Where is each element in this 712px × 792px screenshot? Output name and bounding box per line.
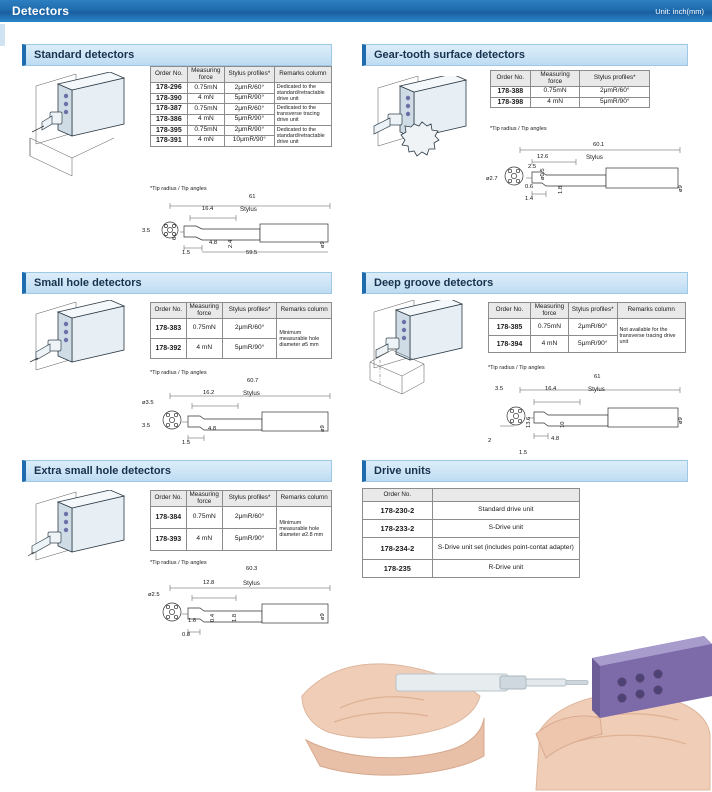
section-header-deepgroove: Deep groove detectors <box>362 272 688 294</box>
table-row: 178-393 4 mN 5μmR/90° <box>151 529 332 551</box>
dim-extrasmall-60-3: 60.3 <box>246 566 258 572</box>
dim-gear-d2-7: ø2.7 <box>486 176 498 182</box>
smallhole-stylus-label: Stylus <box>243 390 260 397</box>
dim-smallhole-16-2: 16.2 <box>203 390 215 396</box>
table-row: 178-390 4 mN 5μmR/90° <box>151 93 332 104</box>
gear-detector-illustration <box>368 76 498 186</box>
th-measuring-force: Measuring force <box>530 71 580 87</box>
dim-standard-6: 6 <box>172 236 178 240</box>
th-drive-desc <box>432 489 579 502</box>
extrasmall-tip-note: *Tip radius / Tip angles <box>150 560 207 566</box>
section-header-standard: Standard detectors <box>22 44 332 66</box>
gear-detector-table <box>490 70 650 108</box>
dim-standard-1-5: 1.5 <box>182 250 191 256</box>
th-order-no: Order No. <box>489 303 531 319</box>
smallhole-tip-note: *Tip radius / Tip angles <box>150 370 207 376</box>
section-header-smallhole: Small hole detectors <box>22 272 332 294</box>
table-row: 178-398 4 mN 5μmR/90° <box>491 97 650 107</box>
dim-standard-2-4: 2.4 <box>228 239 234 248</box>
drive-units-table <box>362 488 580 578</box>
th-stylus-profiles: Stylus profiles* <box>580 71 650 87</box>
th-measuring-force: Measuring force <box>186 491 222 507</box>
dim-deepgroove-1-5: 1.5 <box>519 450 528 456</box>
dim-smallhole-1-5: 1.5 <box>182 440 191 446</box>
gear-stylus-label: Stylus <box>586 154 603 161</box>
table-row: 178-392 4 mN 5μmR/90° <box>151 339 332 359</box>
standard-tip-note: *Tip radius / Tip angles <box>150 186 207 192</box>
dim-standard-4-8: 4.8 <box>209 240 218 246</box>
dim-smallhole-4-8: 4.8 <box>208 426 217 432</box>
dim-deepgroove-61: 61 <box>594 374 601 380</box>
dim-gear-d0-5: ø0.5 <box>540 168 546 180</box>
dim-smallhole-d9: ø9 <box>320 425 326 432</box>
table-row: 178-395 0.75mN 2μmR/90° Dedicated to the standard/retractable drive unit <box>151 125 332 136</box>
dim-gear-d9: ø9 <box>678 185 684 192</box>
section-header-drive: Drive units <box>362 460 688 482</box>
dim-extrasmall-d2-5: ø2.5 <box>148 592 160 598</box>
th-order-no: Order No. <box>151 491 187 507</box>
dim-smallhole-3-5: 3.5 <box>142 423 151 429</box>
deepgroove-stylus-label: Stylus <box>588 386 605 393</box>
deepgroove-detector-table <box>488 302 686 353</box>
extrasmall-detector-illustration <box>28 490 148 590</box>
dim-gear-12-6: 12.6 <box>537 154 549 160</box>
th-stylus-profiles: Stylus profiles* <box>222 491 277 507</box>
deepgroove-tip-note: *Tip radius / Tip angles <box>488 365 545 371</box>
smallhole-detector-illustration <box>28 300 148 400</box>
dim-gear-1-4: 1.4 <box>525 196 534 202</box>
extrasmall-stylus-label: Stylus <box>243 580 260 587</box>
deepgroove-detector-illustration <box>368 300 488 400</box>
standard-detector-table <box>150 66 332 147</box>
table-row: 178-384 0.75mN 2μmR/60° Minimum measurable hole diameter ø2.8 mm <box>151 507 332 529</box>
th-measuring-force: Measuring force <box>530 303 568 319</box>
standard-stylus-label: Stylus <box>240 206 257 213</box>
gear-tip-note: *Tip radius / Tip angles <box>490 126 547 132</box>
table-row: 178-388 0.75mN 2μmR/60° <box>491 87 650 97</box>
dim-extrasmall-0-4: 0.4 <box>210 613 216 622</box>
dim-smallhole-d3-5: ø3.5 <box>142 400 154 406</box>
dim-deepgroove-13-6: 13.6 <box>526 416 532 428</box>
dim-deepgroove-10: 10 <box>560 421 566 428</box>
dim-deepgroove-3-5: 3.5 <box>495 386 504 392</box>
th-remarks: Remarks column <box>274 67 331 83</box>
dim-extrasmall-1-8: 1.8 <box>232 613 238 622</box>
smallhole-detector-table <box>150 302 332 359</box>
extrasmall-detector-table <box>150 490 332 551</box>
th-order-no: Order No. <box>151 303 187 319</box>
table-row: 178-387 0.75mN 2μmR/60° Dedicated to the transverse tracing drive unit <box>151 104 332 115</box>
gear-stylus-drawing <box>480 136 695 202</box>
dim-deepgroove-d9: ø9 <box>678 417 684 424</box>
smallhole-stylus-drawing <box>140 382 340 444</box>
th-measuring-force: Measuring force <box>186 303 222 319</box>
table-row: 178-386 4 mN 5μmR/90° <box>151 114 332 125</box>
table-row: 178-385 0.75mN 2μmR/60° Not available for the transverse tracing drive unit <box>489 319 686 336</box>
dim-smallhole-60-7: 60.7 <box>247 378 259 384</box>
dim-extrasmall-1-6: 1.6 <box>188 618 197 624</box>
dim-standard-61: 61 <box>249 194 256 200</box>
dim-gear-60-1: 60.1 <box>593 142 605 148</box>
table-row: 178-234-2 S-Drive unit set (includes point-contat adapter) <box>363 538 580 560</box>
dim-standard-d9: ø9 <box>320 241 326 248</box>
dim-deepgroove-16-4: 16.4 <box>545 386 557 392</box>
left-edge-tab <box>0 24 5 46</box>
dim-standard-59-5: 59.5 <box>246 250 258 256</box>
page-title: Detectors <box>12 4 70 18</box>
table-row: 178-391 4 mN 10μmR/90° <box>151 136 332 147</box>
dim-extrasmall-12-8: 12.8 <box>203 580 215 586</box>
th-remarks: Remarks column <box>277 491 332 507</box>
dim-deepgroove-4-8: 4.8 <box>551 436 560 442</box>
table-row: 178-230-2 Standard drive unit <box>363 502 580 520</box>
page-header <box>0 0 712 22</box>
standard-detector-illustration <box>28 72 148 182</box>
th-remarks: Remarks column <box>277 303 332 319</box>
table-row: 178-383 0.75mN 2μmR/60° Minimum measurable hole diameter ø5 mm <box>151 319 332 339</box>
dim-extrasmall-d9: ø9 <box>320 613 326 620</box>
th-stylus-profiles: Stylus profiles* <box>224 67 274 83</box>
th-order-no: Order No. <box>151 67 188 83</box>
th-order-no: Order No. <box>363 489 433 502</box>
dim-gear-2-5: 2.5 <box>528 164 537 170</box>
th-stylus-profiles: Stylus profiles* <box>568 303 617 319</box>
dim-gear-1-8: 1.8 <box>558 185 564 194</box>
table-row: 178-233-2 S-Drive unit <box>363 520 580 538</box>
th-order-no: Order No. <box>491 71 531 87</box>
table-row: 178-296 0.75mN 2μmR/60° Dedicated to the standard/retractable drive unit <box>151 83 332 94</box>
th-measuring-force: Measuring force <box>187 67 224 83</box>
th-stylus-profiles: Stylus profiles* <box>222 303 277 319</box>
product-photo <box>300 600 712 792</box>
dim-gear-0-6: 0.6 <box>525 184 534 190</box>
table-row: 178-235 R-Drive unit <box>363 560 580 578</box>
dim-standard-16-4: 16.4 <box>202 206 214 212</box>
dim-deepgroove-2: 2 <box>488 438 492 444</box>
th-remarks: Remarks column <box>617 303 685 319</box>
dim-extrasmall-0-8: 0.8 <box>182 632 191 638</box>
dim-standard-3-5: 3.5 <box>142 228 151 234</box>
unit-note: Unit: inch(mm) <box>655 7 704 16</box>
section-header-extrasmall: Extra small hole detectors <box>22 460 332 482</box>
table-row: 178-394 4 mN 5μmR/90° <box>489 336 686 353</box>
section-header-gear: Gear-tooth surface detectors <box>362 44 688 66</box>
